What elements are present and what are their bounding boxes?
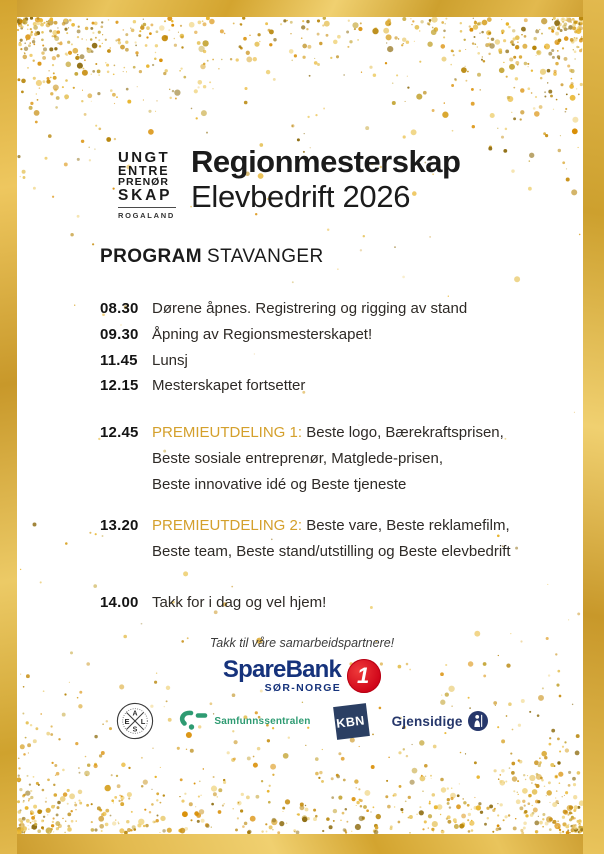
- schedule-row: [100, 513, 511, 565]
- schedule-row: [100, 322, 372, 348]
- schedule-time: 09.30: [100, 326, 139, 343]
- schedule-text: [152, 420, 504, 498]
- sponsors-thanks-text: Takk til våre samarbeidspartnere!: [209, 636, 395, 650]
- schedule-text: Lunsj: [152, 352, 188, 369]
- schedule-text: Takk for i dag og vel hjem!: [152, 594, 327, 611]
- schedule-row: [100, 420, 504, 498]
- gjensidige-watchman-icon: [468, 711, 488, 731]
- schedule-time: 12.45: [100, 424, 139, 441]
- kbn-name: KBN: [335, 712, 366, 730]
- schedule-text-line: Beste innovative idé og Beste tjeneste: [152, 476, 407, 493]
- seal-letter-top: A: [132, 710, 138, 718]
- schedule-time: 12.15: [100, 377, 139, 394]
- schedule-row: [100, 373, 305, 399]
- sparebank-one-badge: [347, 659, 381, 693]
- prize-ceremony-1-label: PREMIEUTDELING 1:: [152, 424, 303, 441]
- ue-rogaland-logo: [118, 151, 176, 220]
- schedule-text: Dørene åpnes. Registrering og rigging av stand: [152, 300, 468, 317]
- page-title: [191, 144, 460, 214]
- sparebank-wordmark: [223, 657, 341, 694]
- samfunnssentralen-icon: [178, 709, 208, 733]
- schedule-text-rest: Beste vare, Beste reklamefilm,: [302, 517, 510, 534]
- samfunnssentralen-logo: [178, 709, 310, 733]
- gjensidige-logo: [392, 711, 488, 731]
- sparebank-region: SØR-NORGE: [264, 682, 342, 694]
- gold-border-bottom: [0, 834, 604, 854]
- schedule-time: 08.30: [100, 300, 139, 317]
- logo-line: SKAP: [118, 187, 173, 204]
- schedule-time: 11.45: [100, 352, 138, 369]
- partner-logos-row: [0, 698, 604, 744]
- program-heading-city: STAVANGER: [207, 246, 324, 267]
- schedule-text: Mesterskapet fortsetter: [152, 377, 306, 394]
- gold-border-top: [0, 0, 604, 17]
- schedule-text: [152, 513, 511, 565]
- sparebank-one-digit: 1: [356, 663, 370, 688]
- schedule-text-line: Beste sosiale entreprenør, Matglede-prisen,: [152, 450, 443, 467]
- seal-letter-bottom: S: [133, 726, 138, 734]
- seal-letter-right: L: [141, 717, 146, 726]
- program-heading-bold: PROGRAM: [100, 246, 203, 267]
- sparebank1-logo: [0, 657, 604, 694]
- logo-line: PRENØR: [118, 176, 169, 188]
- schedule-text: Åpning av Regionsmesterskapet!: [152, 326, 373, 343]
- gjensidige-name: Gjensidige: [391, 713, 463, 729]
- seal-letter-left: E: [124, 717, 130, 726]
- logo-line: ENTRE: [118, 164, 170, 178]
- program-heading: [100, 246, 324, 268]
- prize-ceremony-2-label: PREMIEUTDELING 2:: [152, 517, 303, 534]
- schedule-row: [100, 348, 188, 374]
- schedule-time: 13.20: [100, 517, 139, 534]
- logo-line: UNGT: [118, 149, 171, 166]
- schedule-row: [100, 590, 326, 616]
- gold-border-right: [583, 0, 604, 854]
- schedule-text-rest: Beste logo, Bærekraftsprisen,: [302, 424, 504, 441]
- logo-region-label: ROGALAND: [118, 207, 176, 220]
- schedule-text-line: Beste team, Beste stand/utstilling og Beste elevbedrift: [152, 543, 511, 560]
- gold-border-left: [0, 0, 17, 854]
- schedule-time: 14.00: [100, 594, 139, 611]
- partner-seal-logo: [116, 702, 154, 740]
- kbn-logo: [333, 703, 370, 740]
- schedule-row: [100, 296, 467, 322]
- title-line-1: Regionmesterskap: [191, 144, 461, 179]
- title-line-2: Elevbedrift 2026: [191, 179, 411, 214]
- sparebank-name: SpareBank: [222, 656, 342, 683]
- samfunnssentralen-name: Samfunnssentralen: [214, 715, 311, 727]
